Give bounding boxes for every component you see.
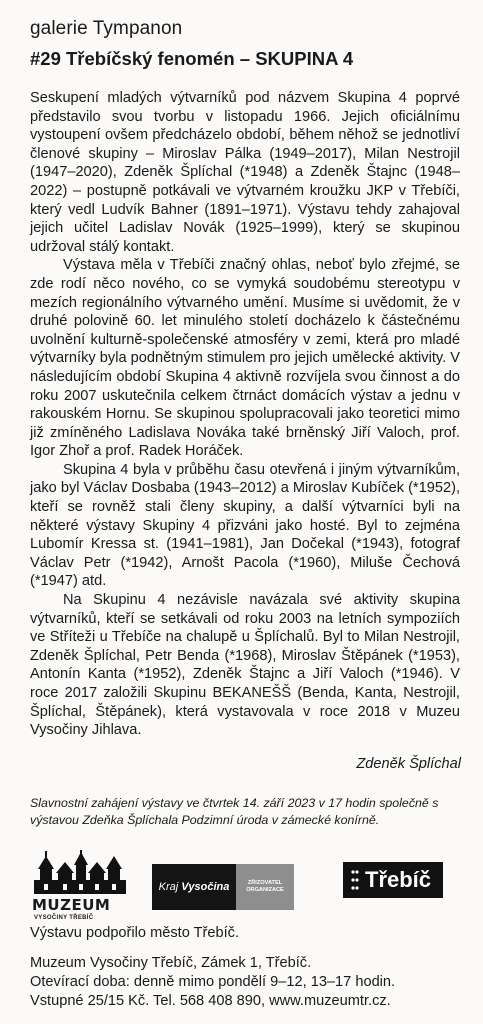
kraj-vysocina-logo [152,864,294,910]
museum-address: Muzeum Vysočiny Třebíč, Zámek 1, Třebíč. [30,955,312,971]
opening-hours: Otevírací doba: denně mimo pondělí 9–12, 13–17 hodin. [30,974,396,990]
museum-logo-word: MUZEUM [32,896,111,914]
author-signature: Zdeněk Šplíchal [356,756,461,772]
article-paragraph: Výstava měla v Třebíči značný ohlas, neboť bylo zřejmé, se zde rodí něco nového, co se vymyká soudobému stereotypu v mezích regionálního výtvarného umění. Musíme si uvědomit, že v druhé polovině 60. let minulého století docházelo k částečnému uvolnění kulturně-společenské atmosféry v zemi, která pro mladé výtvarníky byla podnětným stimulem pro jejich umělecké aktivity. V následujícím období Skupina 4 aktivně rozvíjela svou činnost a do roku 2007 uskutečnila celkem čtrnáct domácích výstav a jednu v rakouském Hornu. Se skupinou spolupracovali jako teoretici mimo již zmíněného Ladislava Nováka také brněnský Jiří Valoch, prof. Igor Zhoř a prof. Radek Horáček. [30,257,460,460]
article-paragraph: Na Skupinu 4 nezávisle navázala své aktivity skupina výtvarníků, kteří se setkávali od roku 2003 na letních sympoziích ve Stříteži u Třebíče na chalupě u Šplíchalů. Byl to Milan Nestrojil, Zdeněk Šplíchal, Petr Benda (*1968), Miroslav Štěpánek (*1953), Antonín Kanta (*1952), Zdeněk Štajnc a Jiří Valoch (*1946). V roce 2017 založili Skupinu BEKANEŠŠ (Benda, Kanta, Nestrojil, Šplíchal, Štěpánek), která vystavovala v roce 2018 v Muzeu Vysočiny Jihlava. [30,592,460,739]
kraj-name: Vysočina [181,881,230,893]
admission-contact: Vstupné 25/15 Kč. Tel. 568 408 890, www.muzeumtr.cz. [30,993,391,1009]
gallery-name: galerie Tympanon [30,18,183,39]
article-body [30,89,460,740]
logo-row [30,840,470,920]
support-line: Výstavu podpořilo město Třebíč. [30,925,240,941]
museum-logo [30,850,130,920]
trebic-logo-text: Třebíč [365,867,432,892]
article-paragraph: Seskupení mladých výtvarníků pod názvem Skupina 4 poprvé představilo svou tvorbu v listopadu 1966. Jejich oficiálnímu vystoupení ovšem předcházelo období, během něhož se jednotliví členové skupiny – Miroslav Pálka (1949–2017), Milan Nestrojil (1947–2020), Zdeněk Šplíchal (*1948) a Zdeněk Štajnc (1948–2022) – postupně potkávali ve výtvarném kroužku JKP v Třebíči, který vedl Ludvík Bahner (1891–1971). Výstavu tehdy zahajoval jejich učitel Ladislav Novák (1925–1999), který se skupinou udržoval stálý kontakt. [30,90,460,255]
opening-note: Slavnostní zahájení výstavy ve čtvrtek 14. září 2023 v 17 hodin společně s výstavou Zdeňka Šplíchala Podzimní úroda v zámecké konírně. [30,796,439,827]
museum-info [30,954,470,1011]
trebic-city-logo [343,862,443,898]
kraj-logo-name [152,864,236,910]
kraj-logo-role: ZŘIZOVATEL ORGANIZACE [236,864,294,910]
article-paragraph: Skupina 4 byla v průběhu času otevřená i jiným výtvarníkům, jako byl Václav Dosbaba (1943–2012) a Miroslav Kubíček (*1952), kteří se rovněž stali členy skupiny, a další výtvarníci byli na některé výstavy Skupiny 4 přizváni jako hosté. Byl to zejména Lubomír Kressa st. (1941–1981), Jan Dočekal (*1943), fotograf Václav Petr (*1942), Arnošt Pacola (*1960), Miluše Čechová (*1947) atd. [30,461,460,590]
castle-icon [30,850,130,896]
dot-grid-icon [351,869,359,891]
kraj-prefix: Kraj [158,881,179,893]
museum-logo-subtitle: VYSOČINY TŘEBÍČ [34,915,94,921]
exhibition-title: #29 Třebíčský fenomén – SKUPINA 4 [30,48,354,69]
